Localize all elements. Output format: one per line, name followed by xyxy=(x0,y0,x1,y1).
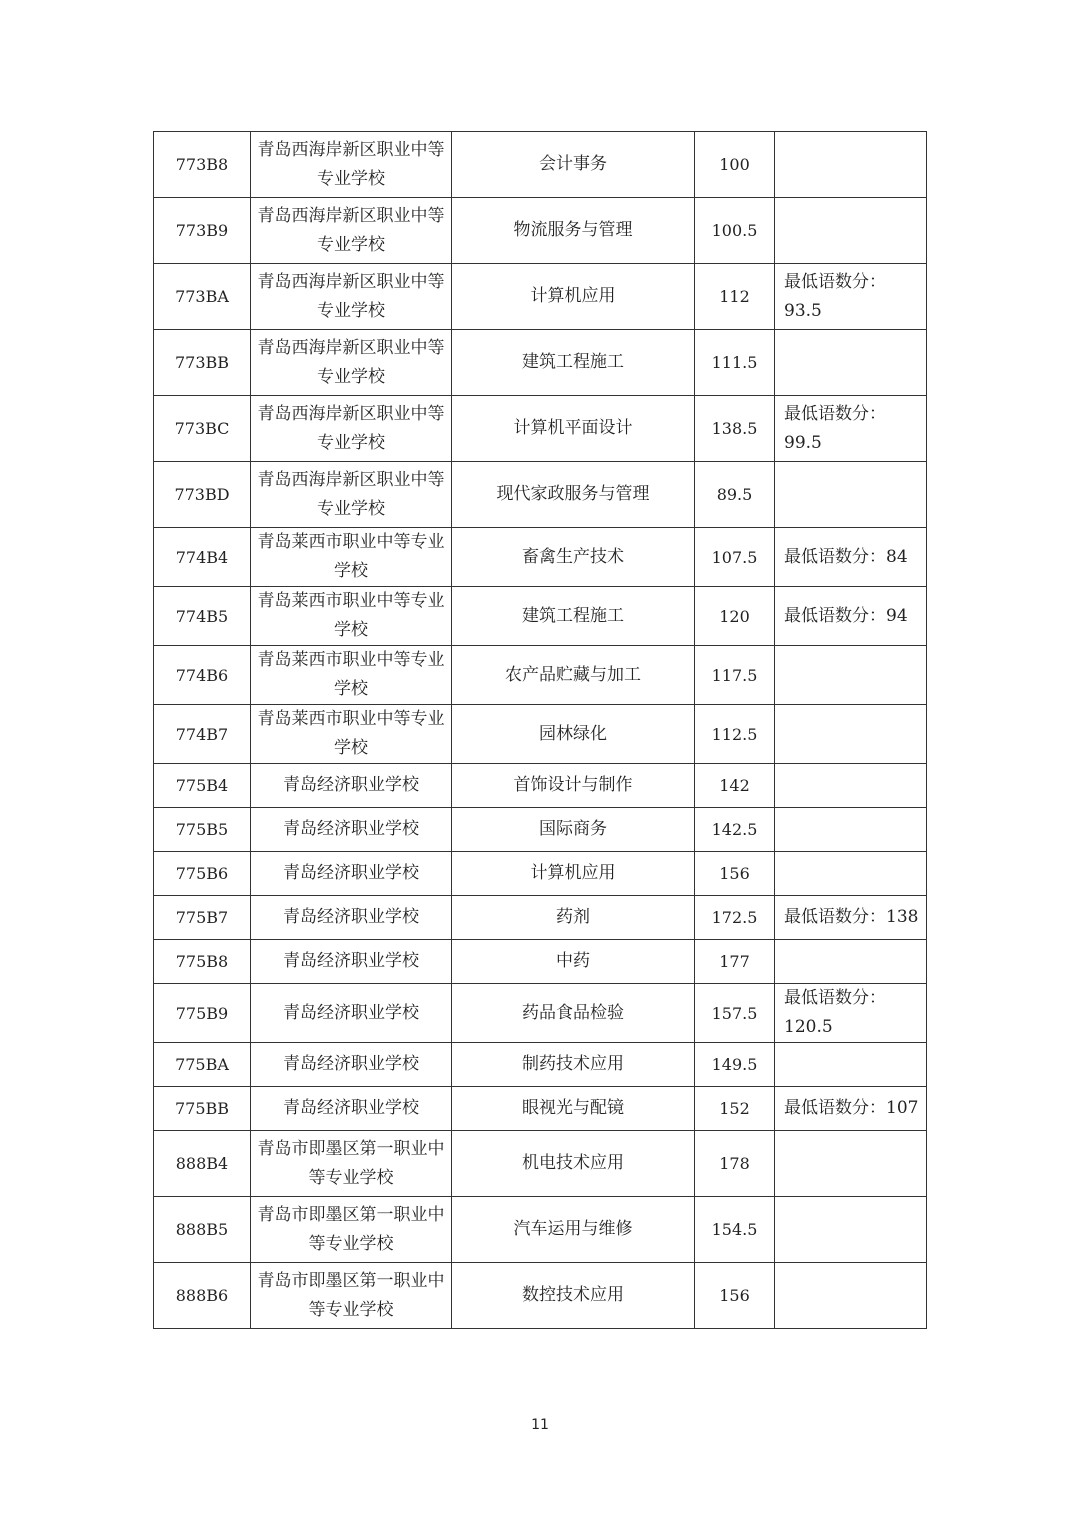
table-row xyxy=(154,896,927,940)
school-name-cell: 青岛莱西市职业中等专业学校 xyxy=(251,528,452,587)
table-row xyxy=(154,528,927,587)
table-row xyxy=(154,330,927,396)
score-cell: 142 xyxy=(695,764,775,808)
school-name-cell: 青岛市即墨区第一职业中等专业学校 xyxy=(251,1263,452,1329)
score-cell: 177 xyxy=(695,940,775,984)
school-code-cell: 775B8 xyxy=(154,940,251,984)
table-row xyxy=(154,587,927,646)
score-cell: 117.5 xyxy=(695,646,775,705)
table-row xyxy=(154,1043,927,1087)
major-cell: 数控技术应用 xyxy=(452,1263,695,1329)
school-code-cell: 888B5 xyxy=(154,1197,251,1263)
score-cell: 112 xyxy=(695,264,775,330)
school-code-cell: 775B7 xyxy=(154,896,251,940)
score-cell: 138.5 xyxy=(695,396,775,462)
school-code-cell: 888B6 xyxy=(154,1263,251,1329)
major-cell: 农产品贮藏与加工 xyxy=(452,646,695,705)
school-name-cell: 青岛莱西市职业中等专业学校 xyxy=(251,646,452,705)
note-cell xyxy=(775,808,927,852)
school-code-cell: 774B5 xyxy=(154,587,251,646)
major-cell: 汽车运用与维修 xyxy=(452,1197,695,1263)
school-code-cell: 774B6 xyxy=(154,646,251,705)
major-cell: 园林绿化 xyxy=(452,705,695,764)
school-name-cell: 青岛经济职业学校 xyxy=(251,764,452,808)
major-cell: 药剂 xyxy=(452,896,695,940)
school-code-cell: 773B8 xyxy=(154,132,251,198)
table-row xyxy=(154,705,927,764)
note-cell xyxy=(775,330,927,396)
score-cell: 100 xyxy=(695,132,775,198)
major-cell: 国际商务 xyxy=(452,808,695,852)
major-cell: 制药技术应用 xyxy=(452,1043,695,1087)
score-cell: 172.5 xyxy=(695,896,775,940)
major-cell: 首饰设计与制作 xyxy=(452,764,695,808)
note-cell: 最低语数分：107 xyxy=(775,1087,927,1131)
table-row xyxy=(154,396,927,462)
school-name-cell: 青岛经济职业学校 xyxy=(251,940,452,984)
note-cell xyxy=(775,198,927,264)
school-name-cell: 青岛西海岸新区职业中等专业学校 xyxy=(251,462,452,528)
note-cell xyxy=(775,705,927,764)
school-name-cell: 青岛经济职业学校 xyxy=(251,896,452,940)
note-cell xyxy=(775,1043,927,1087)
school-name-cell: 青岛莱西市职业中等专业学校 xyxy=(251,705,452,764)
table-row xyxy=(154,764,927,808)
school-code-cell: 775B4 xyxy=(154,764,251,808)
admission-score-table xyxy=(153,131,927,1329)
note-cell: 最低语数分：93.5 xyxy=(775,264,927,330)
school-name-cell: 青岛西海岸新区职业中等专业学校 xyxy=(251,132,452,198)
school-code-cell: 774B4 xyxy=(154,528,251,587)
table-row xyxy=(154,1263,927,1329)
major-cell: 物流服务与管理 xyxy=(452,198,695,264)
school-code-cell: 775BA xyxy=(154,1043,251,1087)
table-row xyxy=(154,264,927,330)
major-cell: 会计事务 xyxy=(452,132,695,198)
note-cell xyxy=(775,1131,927,1197)
score-cell: 154.5 xyxy=(695,1197,775,1263)
score-cell: 156 xyxy=(695,852,775,896)
table-row xyxy=(154,1197,927,1263)
note-cell xyxy=(775,462,927,528)
school-code-cell: 775B9 xyxy=(154,984,251,1043)
major-cell: 机电技术应用 xyxy=(452,1131,695,1197)
school-code-cell: 773B9 xyxy=(154,198,251,264)
table-row xyxy=(154,1131,927,1197)
school-code-cell: 774B7 xyxy=(154,705,251,764)
major-cell: 现代家政服务与管理 xyxy=(452,462,695,528)
score-cell: 157.5 xyxy=(695,984,775,1043)
major-cell: 计算机应用 xyxy=(452,264,695,330)
page-number: 11 xyxy=(531,1417,549,1433)
table-row xyxy=(154,462,927,528)
score-cell: 142.5 xyxy=(695,808,775,852)
major-cell: 建筑工程施工 xyxy=(452,330,695,396)
note-cell xyxy=(775,940,927,984)
school-code-cell: 775B6 xyxy=(154,852,251,896)
note-cell xyxy=(775,646,927,705)
score-cell: 100.5 xyxy=(695,198,775,264)
school-name-cell: 青岛经济职业学校 xyxy=(251,1087,452,1131)
note-cell xyxy=(775,1197,927,1263)
score-cell: 149.5 xyxy=(695,1043,775,1087)
school-code-cell: 773BB xyxy=(154,330,251,396)
score-cell: 111.5 xyxy=(695,330,775,396)
school-code-cell: 888B4 xyxy=(154,1131,251,1197)
score-cell: 156 xyxy=(695,1263,775,1329)
school-code-cell: 775B5 xyxy=(154,808,251,852)
school-name-cell: 青岛莱西市职业中等专业学校 xyxy=(251,587,452,646)
note-cell xyxy=(775,1263,927,1329)
table-row xyxy=(154,984,927,1043)
table-row xyxy=(154,852,927,896)
score-cell: 178 xyxy=(695,1131,775,1197)
school-name-cell: 青岛市即墨区第一职业中等专业学校 xyxy=(251,1131,452,1197)
school-name-cell: 青岛经济职业学校 xyxy=(251,852,452,896)
note-cell: 最低语数分：99.5 xyxy=(775,396,927,462)
score-cell: 152 xyxy=(695,1087,775,1131)
major-cell: 中药 xyxy=(452,940,695,984)
major-cell: 计算机平面设计 xyxy=(452,396,695,462)
note-cell: 最低语数分：94 xyxy=(775,587,927,646)
note-cell xyxy=(775,132,927,198)
major-cell: 计算机应用 xyxy=(452,852,695,896)
school-code-cell: 773BC xyxy=(154,396,251,462)
major-cell: 药品食品检验 xyxy=(452,984,695,1043)
table-row xyxy=(154,198,927,264)
school-name-cell: 青岛西海岸新区职业中等专业学校 xyxy=(251,264,452,330)
table-row xyxy=(154,646,927,705)
note-cell xyxy=(775,764,927,808)
major-cell: 畜禽生产技术 xyxy=(452,528,695,587)
school-name-cell: 青岛经济职业学校 xyxy=(251,984,452,1043)
school-code-cell: 775BB xyxy=(154,1087,251,1131)
score-cell: 107.5 xyxy=(695,528,775,587)
school-name-cell: 青岛经济职业学校 xyxy=(251,1043,452,1087)
table-row xyxy=(154,132,927,198)
school-name-cell: 青岛西海岸新区职业中等专业学校 xyxy=(251,396,452,462)
school-name-cell: 青岛市即墨区第一职业中等专业学校 xyxy=(251,1197,452,1263)
major-cell: 建筑工程施工 xyxy=(452,587,695,646)
major-cell: 眼视光与配镜 xyxy=(452,1087,695,1131)
note-cell xyxy=(775,852,927,896)
score-cell: 89.5 xyxy=(695,462,775,528)
school-name-cell: 青岛西海岸新区职业中等专业学校 xyxy=(251,198,452,264)
note-cell: 最低语数分：120.5 xyxy=(775,984,927,1043)
table-body xyxy=(154,132,927,1329)
table-row xyxy=(154,808,927,852)
note-cell: 最低语数分：84 xyxy=(775,528,927,587)
score-cell: 120 xyxy=(695,587,775,646)
school-code-cell: 773BD xyxy=(154,462,251,528)
school-name-cell: 青岛西海岸新区职业中等专业学校 xyxy=(251,330,452,396)
table-row xyxy=(154,1087,927,1131)
score-cell: 112.5 xyxy=(695,705,775,764)
school-code-cell: 773BA xyxy=(154,264,251,330)
note-cell: 最低语数分：138 xyxy=(775,896,927,940)
school-name-cell: 青岛经济职业学校 xyxy=(251,808,452,852)
table-row xyxy=(154,940,927,984)
